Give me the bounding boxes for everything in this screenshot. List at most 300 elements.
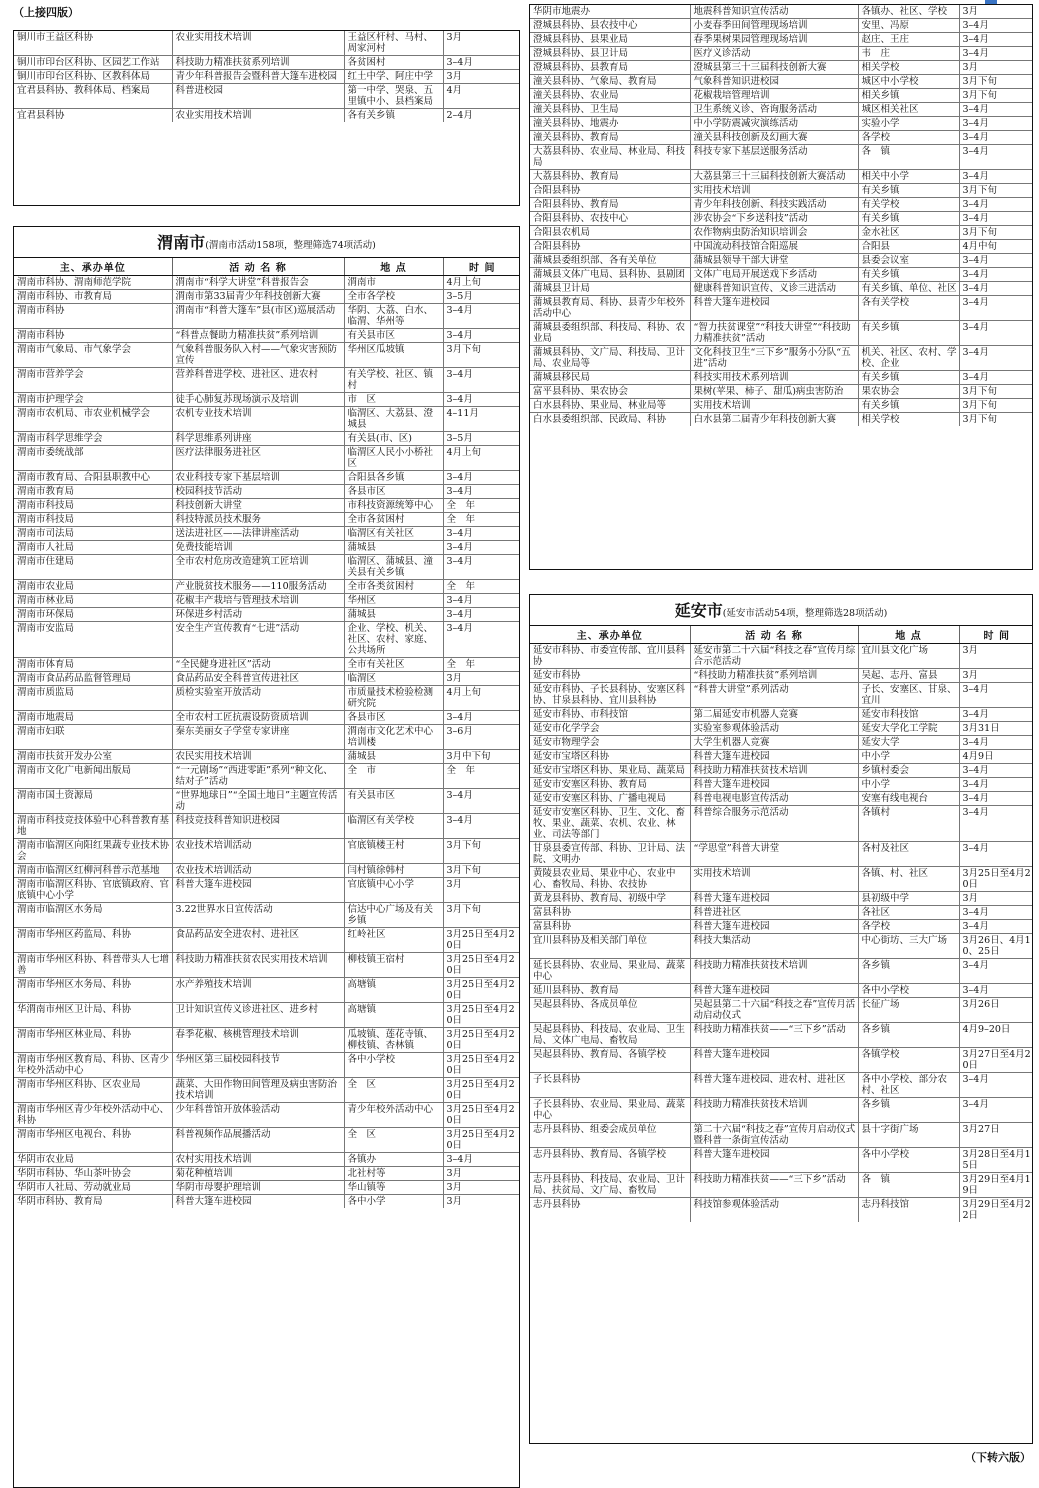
table-row [14, 580, 520, 594]
time-cell: 4月上旬 [443, 276, 520, 290]
org-cell: 蒲城县教育局、科协、县青少年校外活动中心 [530, 296, 690, 321]
table-row [530, 240, 1033, 254]
place-cell: 相关学校 [858, 413, 959, 427]
time-cell: 3月 [443, 1195, 520, 1209]
continued-to-note: （下转六版） [965, 1451, 1031, 1464]
activity-cell: 潼关县科技创新及幻画大赛 [690, 131, 858, 145]
activity-cell: 科技助力精准扶贫系列培训 [172, 56, 344, 70]
place-cell: 有关乡镇 [858, 184, 959, 198]
activity-cell: 春季果树果园管理现场培训 [690, 33, 858, 47]
activity-cell: 免费技能培训 [172, 541, 344, 555]
org-cell: 延安市安塞区科协、广播电视局 [530, 792, 690, 806]
time-cell: 3–4月 [959, 708, 1033, 722]
table-row [530, 184, 1033, 198]
table-row [14, 343, 520, 368]
place-cell: 官底镇楼王村 [344, 839, 443, 864]
activity-cell: 青少年科技创新、科技实践活动 [690, 198, 858, 212]
table-row [14, 658, 520, 672]
time-cell: 3–4月 [959, 736, 1033, 750]
time-cell: 3–4月 [443, 471, 520, 485]
activity-cell: 科普大篷车进校园 [690, 296, 858, 321]
time-cell: 3–4月 [959, 117, 1033, 131]
place-cell: 各 镇 [858, 1173, 959, 1198]
table-row [530, 1198, 1033, 1223]
time-cell: 3月31日 [959, 722, 1033, 736]
place-cell: 延安大学 [858, 736, 959, 750]
table-row [530, 268, 1033, 282]
time-cell: 4月9日 [959, 750, 1033, 764]
time-cell: 3月下旬 [443, 343, 520, 368]
place-cell: 志丹科技馆 [858, 1198, 959, 1223]
activity-cell: 少年科普馆开放体验活动 [172, 1103, 344, 1128]
time-cell: 3–4月 [443, 527, 520, 541]
activity-cell: 实用技术培训 [690, 184, 858, 198]
weinan-section [13, 226, 520, 1488]
activity-cell: 科学思维系列讲座 [172, 432, 344, 446]
activity-cell: 文化科技卫生“三下乡”服务小分队“五进”活动 [690, 346, 858, 371]
activity-cell: 科技助力精准扶贫——“三下乡”活动 [690, 1023, 858, 1048]
time-cell: 3–4月 [959, 296, 1033, 321]
activity-cell: 果树(苹果、柿子、甜瓜)病虫害防治 [690, 385, 858, 399]
org-cell: 澄城县科协、县农技中心 [530, 19, 690, 33]
activity-cell: 农民实用技术培训 [172, 750, 344, 764]
activity-cell: 延安市第二十六届“科技之春”宣传月综合示范活动 [690, 644, 858, 669]
time-cell: 3月25日至4月20日 [443, 978, 520, 1003]
activity-cell: 食品药品安全进农村、进社区 [172, 928, 344, 953]
activity-cell: 科技馆参观体验活动 [690, 1198, 858, 1223]
place-cell: 长征广场 [858, 998, 959, 1023]
col-header-org: 主、承办单位 [14, 258, 172, 276]
place-cell: 有关乡镇 [858, 371, 959, 385]
place-cell: 各中小学校、部分农村、社区 [858, 1073, 959, 1098]
place-cell: 有关学校、社区、镇村 [344, 368, 443, 393]
time-cell: 3–4月 [959, 959, 1033, 984]
table-row [14, 407, 520, 432]
place-cell: 蒲城县 [344, 750, 443, 764]
table-row [14, 594, 520, 608]
table-row [14, 304, 520, 329]
activity-cell: 营养科普进学校、进社区、进农村 [172, 368, 344, 393]
org-cell: 渭南市质监局 [14, 686, 172, 711]
activity-cell: 科普大篷车进校园 [690, 1048, 858, 1073]
time-cell: 4–11月 [443, 407, 520, 432]
place-cell: 各乡镇 [858, 959, 959, 984]
table-row [14, 839, 520, 864]
time-cell: 3月 [959, 5, 1033, 19]
org-cell: 渭南市安监局 [14, 622, 172, 658]
table-row [530, 778, 1033, 792]
activity-cell: 青少年科普报告会暨科普大篷车进校园 [172, 70, 344, 84]
table-row [14, 1003, 520, 1028]
place-cell: 有关县(市、区) [344, 432, 443, 446]
activity-cell: 校园科技节活动 [172, 485, 344, 499]
org-cell: 延安市化学学会 [530, 722, 690, 736]
org-cell: 华阴市科协、华山茶叶协会 [14, 1167, 172, 1181]
table-row [14, 485, 520, 499]
org-cell: 渭南市华州区青少年校外活动中心、科协 [14, 1103, 172, 1128]
time-cell: 2–4月 [443, 109, 520, 123]
org-cell: 潼关县科协、农业局 [530, 89, 690, 103]
table-row [530, 1023, 1033, 1048]
table-row [530, 399, 1033, 413]
org-cell: 潼关县科协、气象局、教育局 [530, 75, 690, 89]
time-cell: 3–4月 [959, 321, 1033, 346]
org-cell: 华阴市科协、教育局 [14, 1195, 172, 1209]
org-cell: 合阳县科协、教育局 [530, 198, 690, 212]
table-row [530, 1173, 1033, 1198]
place-cell: 各中小学校 [344, 1053, 443, 1078]
table-row [14, 368, 520, 393]
table-row [530, 33, 1033, 47]
table-row [530, 644, 1033, 669]
place-cell: 市质量技术检验检测研究院 [344, 686, 443, 711]
org-cell: 渭南市教育局、合阳县职教中心 [14, 471, 172, 485]
table-row [530, 842, 1033, 867]
place-cell: 延安大学化工学院 [858, 722, 959, 736]
org-cell: 华阴市人社局、劳动就业局 [14, 1181, 172, 1195]
time-cell: 3–4月 [443, 608, 520, 622]
time-cell: 3–4月 [443, 304, 520, 329]
place-cell: 有关乡镇 [858, 212, 959, 226]
place-cell: 中心街坊、三大广场 [858, 934, 959, 959]
table-row [14, 608, 520, 622]
place-cell: 红岭社区 [344, 928, 443, 953]
activity-cell: 水产养殖技术培训 [172, 978, 344, 1003]
time-cell: 全 年 [443, 499, 520, 513]
activity-cell: 科技助力精准扶贫技术培训 [690, 1098, 858, 1123]
place-cell: 红土中学、阿庄中学 [344, 70, 443, 84]
time-cell: 3月下旬 [959, 385, 1033, 399]
org-cell: 富县科协 [530, 906, 690, 920]
activity-cell: “全民健身进社区”活动 [172, 658, 344, 672]
col-header-place: 地 点 [858, 626, 959, 644]
org-cell: 渭南市教育局 [14, 485, 172, 499]
org-cell: 蒲城县委组织部、各有关单位 [530, 254, 690, 268]
org-cell: 大荔县科协、教育局 [530, 170, 690, 184]
table-row [14, 1028, 520, 1053]
time-cell: 3月 [443, 1181, 520, 1195]
activity-cell: 科技创新大讲堂 [172, 499, 344, 513]
org-cell: 甘泉县委宣传部、科协、卫计局、法院、文明办 [530, 842, 690, 867]
org-cell: 渭南市地震局 [14, 711, 172, 725]
table-row [14, 750, 520, 764]
time-cell: 3–6月 [443, 725, 520, 750]
time-cell: 3月25日至4月20日 [443, 1078, 520, 1103]
org-cell: 渭南市妇联 [14, 725, 172, 750]
table-row [530, 1073, 1033, 1098]
time-cell: 3月 [959, 892, 1033, 906]
table-row [530, 170, 1033, 184]
time-cell: 3–4月 [959, 906, 1033, 920]
table-row [14, 432, 520, 446]
table-row [530, 959, 1033, 984]
activity-cell: 安全生产宣传教育“七进”活动 [172, 622, 344, 658]
time-cell: 3–4月 [959, 764, 1033, 778]
table-row [530, 708, 1033, 722]
place-cell: 闫村镇徐韩村 [344, 864, 443, 878]
org-cell: 子长县科协、农业局、果业局、蔬菜中心 [530, 1098, 690, 1123]
org-cell: 渭南市科协、渭南师范学院 [17, 277, 132, 288]
place-cell: 有关县市区 [344, 329, 443, 343]
tongchuan-continued-table [13, 30, 520, 206]
time-cell: 3–4月 [959, 33, 1033, 47]
org-cell: 渭南市临渭区向阳红果蔬专业技术协会 [14, 839, 172, 864]
activity-cell: 渭南市“科普大篷车”县(市区)巡展活动 [172, 304, 344, 329]
activity-cell: 医疗法律服务进社区 [172, 446, 344, 471]
time-cell: 3月25日至4月20日 [443, 1003, 520, 1028]
table-row [14, 1153, 520, 1167]
place-cell: 县初级中学 [858, 892, 959, 906]
table-row [14, 329, 520, 343]
table-row [530, 764, 1033, 778]
time-cell: 3–4月 [443, 56, 520, 70]
place-cell: 华州区瓜坡镇 [344, 343, 443, 368]
table-row [14, 928, 520, 953]
activity-cell: 涉农协会“下乡送科技”活动 [690, 212, 858, 226]
table-row [530, 1123, 1033, 1148]
activity-cell: 吴起县第二十六届“科技之春”宣传月活动启动仪式 [690, 998, 858, 1023]
time-cell: 3–4月 [959, 346, 1033, 371]
place-cell: 临渭区人民小小桥社区 [344, 446, 443, 471]
place-cell: 实验小学 [858, 117, 959, 131]
time-cell: 3–4月 [959, 1073, 1033, 1098]
activity-cell: 科普大篷车进校园 [172, 1195, 344, 1209]
org-cell: 渭南市华州区水务局、科协 [14, 978, 172, 1003]
table-row [530, 371, 1033, 385]
time-cell: 3月26日、4月10、25日 [959, 934, 1033, 959]
org-cell: 渭南市营养学会 [14, 368, 172, 393]
weinan-table-body [14, 276, 520, 1209]
place-cell: 乡镇村委会 [858, 764, 959, 778]
org-cell: 渭南市科技局 [14, 513, 172, 527]
table-row [530, 984, 1033, 998]
time-cell: 3月下旬 [443, 839, 520, 864]
place-cell: 中小学 [858, 750, 959, 764]
time-cell: 3–4月 [959, 371, 1033, 385]
org-cell: 渭南市气象局、市气象学会 [14, 343, 172, 368]
org-cell: 潼关县科协、地震办 [530, 117, 690, 131]
activity-cell: 农业实用技术培训 [172, 31, 344, 56]
time-cell: 3–4月 [443, 789, 520, 814]
table-row [530, 920, 1033, 934]
tongchuan-table-body [14, 31, 520, 122]
org-cell: 澄城县科协、县卫计局 [530, 47, 690, 61]
place-cell: 华山镇等 [344, 1181, 443, 1195]
time-cell: 3–4月 [959, 254, 1033, 268]
org-cell: 渭南市体育局 [14, 658, 172, 672]
org-cell: 延安市安塞区科协、卫生、文化、畜牧、果业、蔬菜、农机、农业、林业、司法等部门 [530, 806, 690, 842]
time-cell: 全 年 [443, 513, 520, 527]
place-cell: 安塞有线电视台 [858, 792, 959, 806]
activity-cell: 第二十六届“科技之春”宣传月启动仪式暨科普一条街宣传活动 [690, 1123, 858, 1148]
org-cell: 渭南市科学思维学会 [14, 432, 172, 446]
org-cell: 渭南市住建局 [14, 555, 172, 580]
table-row [530, 321, 1033, 346]
time-cell: 3–4月 [443, 368, 520, 393]
activity-cell: 实验室参观体验活动 [690, 722, 858, 736]
org-cell: 渭南市华州区药监局、科协 [14, 928, 172, 953]
activity-cell: 科普大篷车进校园 [690, 892, 858, 906]
org-cell: 渭南市华州区教育局、科协、区青少年校外活动中心 [14, 1053, 172, 1078]
org-cell: 渭南市临渭区水务局 [14, 903, 172, 928]
time-cell: 3–4月 [443, 711, 520, 725]
place-cell: 城区中小学校 [858, 75, 959, 89]
org-cell: 延川县科协、教育局 [530, 984, 690, 998]
org-cell: 渭南市国土资源局 [14, 789, 172, 814]
table-row [14, 1167, 520, 1181]
table-row [530, 226, 1033, 240]
time-cell: 全 年 [443, 580, 520, 594]
place-cell: 各县市区 [344, 711, 443, 725]
org-cell: 渭南市华州区科协、科普带头人七增善 [14, 953, 172, 978]
place-cell: 渭南市文化艺术中心培训楼 [344, 725, 443, 750]
table-row [14, 513, 520, 527]
activity-cell: 实用技术培训 [690, 867, 858, 892]
org-cell: 渭南市科协 [14, 304, 172, 329]
activity-cell: 农机专业技术培训 [172, 407, 344, 432]
place-cell: 临渭区 [344, 672, 443, 686]
org-cell: 志丹县科协、教育局、各镇学校 [530, 1148, 690, 1173]
table-row [14, 527, 520, 541]
activity-cell: 白水县第二届青少年科技创新大赛 [690, 413, 858, 427]
activity-cell: 渭南市第33届青少年科技创新大赛 [172, 290, 344, 304]
place-cell: 相关学校 [858, 61, 959, 75]
col-header-activity: 活 动 名 称 [172, 258, 344, 276]
table-row [530, 792, 1033, 806]
org-cell: 延安市科协、子长县科协、安塞区科协、甘泉县科协、宜川县科协 [530, 683, 690, 708]
table-row [14, 978, 520, 1003]
org-cell: 渭南市科协、市教育局 [14, 290, 172, 304]
table-row [530, 19, 1033, 33]
weinan-header [14, 227, 519, 258]
time-cell: 3月下旬 [959, 413, 1033, 427]
time-cell: 3月 [959, 61, 1033, 75]
yanan-subtitle: (延安市活动54项，整理筛选28项活动) [722, 608, 888, 619]
place-cell: 各镇、村、社区 [858, 867, 959, 892]
org-cell: 渭南市临渭区红柳河科普示范基地 [14, 864, 172, 878]
place-cell: 各村及社区 [858, 842, 959, 867]
table-row [530, 296, 1033, 321]
org-cell: 宜君县科协、教科体局、档案局 [14, 84, 172, 109]
time-cell: 3月28日至4月15日 [959, 1148, 1033, 1173]
org-cell: 合阳县农机局 [530, 226, 690, 240]
place-cell: 各镇学校 [858, 1048, 959, 1073]
time-cell: 3–4月 [959, 212, 1033, 226]
table-row [14, 31, 520, 56]
activity-cell: 地震科普知识宣传活动 [690, 5, 858, 19]
activity-cell: 全市农村危房改造建筑工匠培训 [172, 555, 344, 580]
org-cell: 渭南市华州区科协、区农业局 [14, 1078, 172, 1103]
place-cell: 华阴、大荔、白水、临渭、华州等 [344, 304, 443, 329]
place-cell: 各 镇 [858, 145, 959, 170]
time-cell: 3月中下旬 [443, 750, 520, 764]
org-cell: 蒲城县科协、文广局、科技局、卫计局、农业局等 [530, 346, 690, 371]
org-cell: 宜川县科协及相关部门单位 [530, 934, 690, 959]
org-cell: 白水县科协、果业局、林业局等 [530, 399, 690, 413]
activity-cell: 科技助力精准扶贫技术培训 [690, 764, 858, 778]
table-row [14, 672, 520, 686]
place-cell: 中小学 [858, 778, 959, 792]
time-cell: 3月 [443, 31, 520, 56]
place-cell: 全 区 [344, 1128, 443, 1153]
place-cell: 全市各贫困村 [344, 513, 443, 527]
table-row [14, 290, 520, 304]
place-cell: 各乡镇 [858, 1098, 959, 1123]
activity-cell: “科技助力精准扶贫”系列培训 [690, 669, 858, 683]
org-cell: 延安市安塞区科协、教育局 [530, 778, 690, 792]
org-cell: 渭南市临渭区科协、官底镇政府、官底镇中心小学 [14, 878, 172, 903]
time-cell: 3–4月 [443, 329, 520, 343]
weinan-header-row [14, 258, 520, 276]
org-cell: 蒲城县卫计局 [530, 282, 690, 296]
activity-cell: “学思堂”科普大讲堂 [690, 842, 858, 867]
time-cell: 3–4月 [959, 984, 1033, 998]
time-cell: 4月上旬 [443, 446, 520, 471]
place-cell: 官底镇中心小学 [344, 878, 443, 903]
place-cell: 柳枝镇王宿村 [344, 953, 443, 978]
activity-cell: 农作物病虫防治知识培训会 [690, 226, 858, 240]
org-cell: 潼关县科协、卫生局 [530, 103, 690, 117]
table-row [530, 1048, 1033, 1073]
place-cell: 延安市科技馆 [858, 708, 959, 722]
activity-cell: 健康科普知识宣传、义诊三进活动 [690, 282, 858, 296]
place-cell: 第一中学、哭泉、五里镇中小、县档案局 [344, 84, 443, 109]
weinan-continued-table-body [530, 5, 1033, 426]
right-column [529, 4, 1033, 1221]
org-cell: 渭南市林业局 [14, 594, 172, 608]
time-cell: 3–4月 [443, 814, 520, 839]
time-cell: 3月25日至4月20日 [959, 867, 1033, 892]
place-cell: 有关乡镇 [858, 399, 959, 413]
activity-cell: 环保进乡村活动 [172, 608, 344, 622]
place-cell: 各县市区 [344, 485, 443, 499]
place-cell: 吴起、志丹、富县 [858, 669, 959, 683]
place-cell: 各贫困村 [344, 56, 443, 70]
activity-cell: “科普点餐助力精准扶贫”系列培训 [172, 329, 344, 343]
time-cell: 3–4月 [959, 19, 1033, 33]
org-cell: 吴起县科协、教育局、各镇学校 [530, 1048, 690, 1073]
col-header-activity: 活 动 名 称 [690, 626, 858, 644]
table-row [530, 1098, 1033, 1123]
org-cell: 渭南市文化广电新闻出版局 [14, 764, 172, 789]
place-cell: 全市各学校 [344, 290, 443, 304]
table-row [530, 75, 1033, 89]
continued-from-note: （上接四版） [13, 6, 79, 19]
table-row [530, 683, 1033, 708]
table-row [530, 906, 1033, 920]
org-cell: 吴起县科协、科技局、农业局、卫生局、文体广电局、畜牧局 [530, 1023, 690, 1048]
org-cell: 蒲城县移民局 [530, 371, 690, 385]
time-cell: 3–4月 [959, 170, 1033, 184]
activity-cell: 科技实用技术系列培训 [690, 371, 858, 385]
activity-cell: 徒手心肺复苏现场演示及培训 [172, 393, 344, 407]
table-row [530, 806, 1033, 842]
org-cell: 华阴市农业局 [14, 1153, 172, 1167]
time-cell: 3–4月 [959, 842, 1033, 867]
time-cell: 3月25日至4月20日 [443, 928, 520, 953]
time-cell: 4月上旬 [443, 686, 520, 711]
table-row [530, 47, 1033, 61]
table-row [530, 89, 1033, 103]
activity-cell: 科普进校园 [172, 84, 344, 109]
table-row [530, 892, 1033, 906]
activity-cell: 科技大集活动 [690, 934, 858, 959]
place-cell: 有关县市区 [344, 789, 443, 814]
org-cell: 渭南市华州区林业局、科协 [14, 1028, 172, 1053]
place-cell: 各有关学校 [858, 296, 959, 321]
place-cell: 各有关乡镇 [344, 109, 443, 123]
org-cell: 富县科协 [530, 920, 690, 934]
